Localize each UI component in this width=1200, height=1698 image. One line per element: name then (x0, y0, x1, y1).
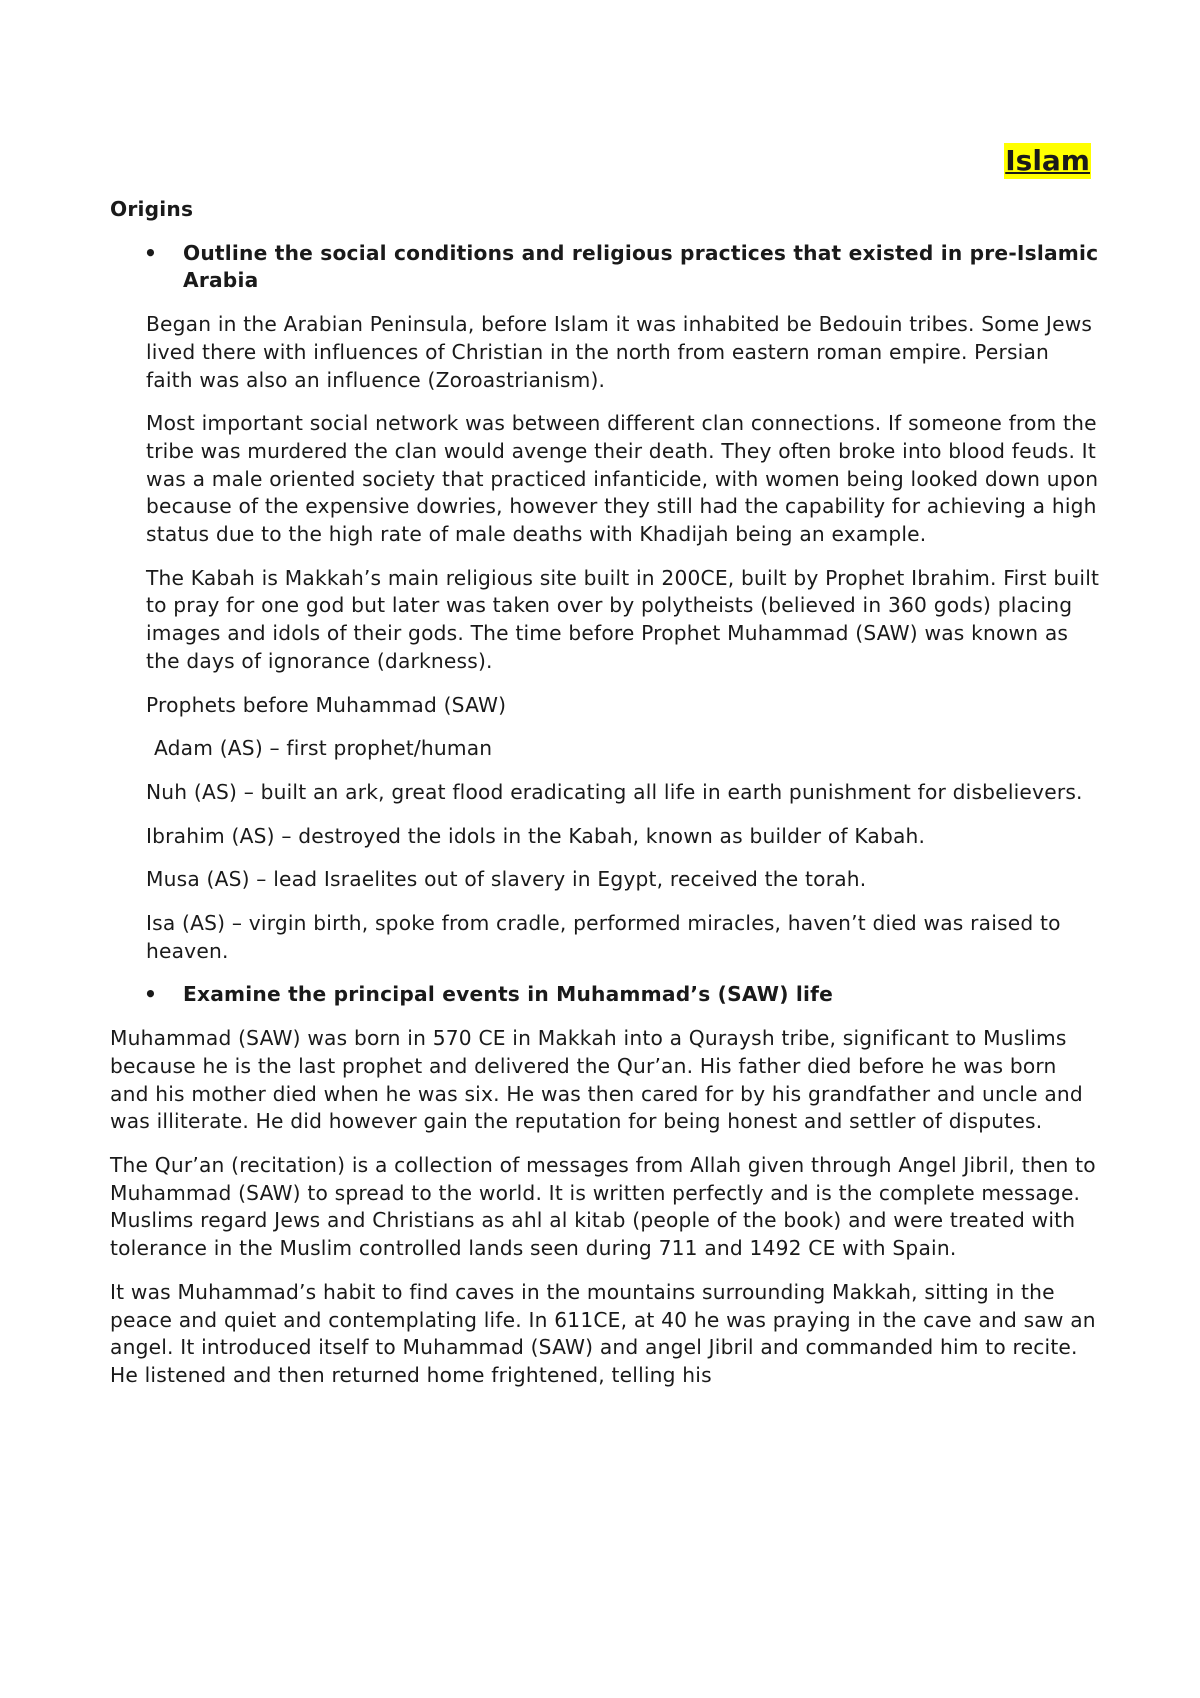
prophet-entry: Ibrahim (AS) – destroyed the idols in the Kabah, known as builder of Kabah. (146, 823, 926, 848)
prophet-entry: Adam (AS) – first prophet/human (154, 736, 493, 761)
paragraph: Began in the Arabian Peninsula, before Islam it was inhabited be Bedouin tribes. Some Jews lived there with influences of Christian in the north from eastern roman empire. Persian faith was also an influence (Zoroastrianism). (146, 312, 1093, 392)
paragraph: It was Muhammad’s habit to find caves in the mountains surrounding Makkah, sitting in the peace and quiet and contemplating life. In 611CE, at 40 he was praying in the cave and saw an angel. It introduced itself to Muhammad (SAW) and angel Jibril and commanded him to recite. He listened and then returned home frightened, telling his (110, 1279, 1096, 1387)
paragraph: The Qur’an (recitation) is a collection of messages from Allah given through Angel Jibril, then to Muhammad (SAW) to spread to the world. It is written perfectly and is the complete message. Muslims regard Jews and Christians as ahl al kitab (people of the book) and were treated with tolerance in the Muslim controlled lands seen during 711 and 1492 CE with Spain. (110, 1152, 1096, 1261)
prophet-entry: Musa (AS) – lead Israelites out of slavery in Egypt, received the torah. (146, 867, 867, 892)
bullet-icon: • (144, 240, 158, 265)
bullet-item (110, 981, 1100, 1009)
paragraph: Most important social network was between different clan connections. If someone from the tribe was murdered the clan would avenge their death. They often broke into blood feuds. It was a male oriented society that practiced infanticide, with women being looked down upon because of the expensive dowries, however they still had the capability for achieving a high status due to the high rate of male deaths with Khadijah being an example. (146, 411, 1099, 547)
bullet-item (110, 240, 1100, 295)
bullet-icon: • (144, 982, 158, 1007)
paragraph: Prophets before Muhammad (SAW) (146, 692, 507, 717)
bullet-text: Outline the social conditions and religious practices that existed in pre-Islamic Arabia (183, 240, 1099, 293)
bullet-text: Examine the principal events in Muhammad’s (SAW) life (183, 982, 833, 1007)
title-row (1004, 143, 1091, 179)
document-title: Islam (1005, 144, 1090, 177)
section-heading: Origins (110, 197, 194, 221)
document-body (110, 196, 1100, 1406)
paragraph: The Kabah is Makkah’s main religious site built in 200CE, built by Prophet Ibrahim. First built to pray for one god but later was taken over by polytheists (believed in 360 gods) placing images and idols of their gods. The time before Prophet Muhammad (SAW) was known as the days of ignorance (darkness). (146, 565, 1100, 673)
paragraph: Muhammad (SAW) was born in 570 CE in Makkah into a Quraysh tribe, significant to Muslims because he is the last prophet and delivered the Qur’an. His father died before he was born and his mother died when he was six. He was then cared for by his grandfather and uncle and was illiterate. He did however gain the reputation for being honest and settler of disputes. (110, 1026, 1083, 1134)
prophet-entry: Isa (AS) – virgin birth, spoke from cradle, performed miracles, haven’t died was raised to heaven. (146, 911, 1061, 963)
prophet-entry: Nuh (AS) – built an ark, great flood eradicating all life in earth punishment for disbelievers. (146, 779, 1083, 804)
